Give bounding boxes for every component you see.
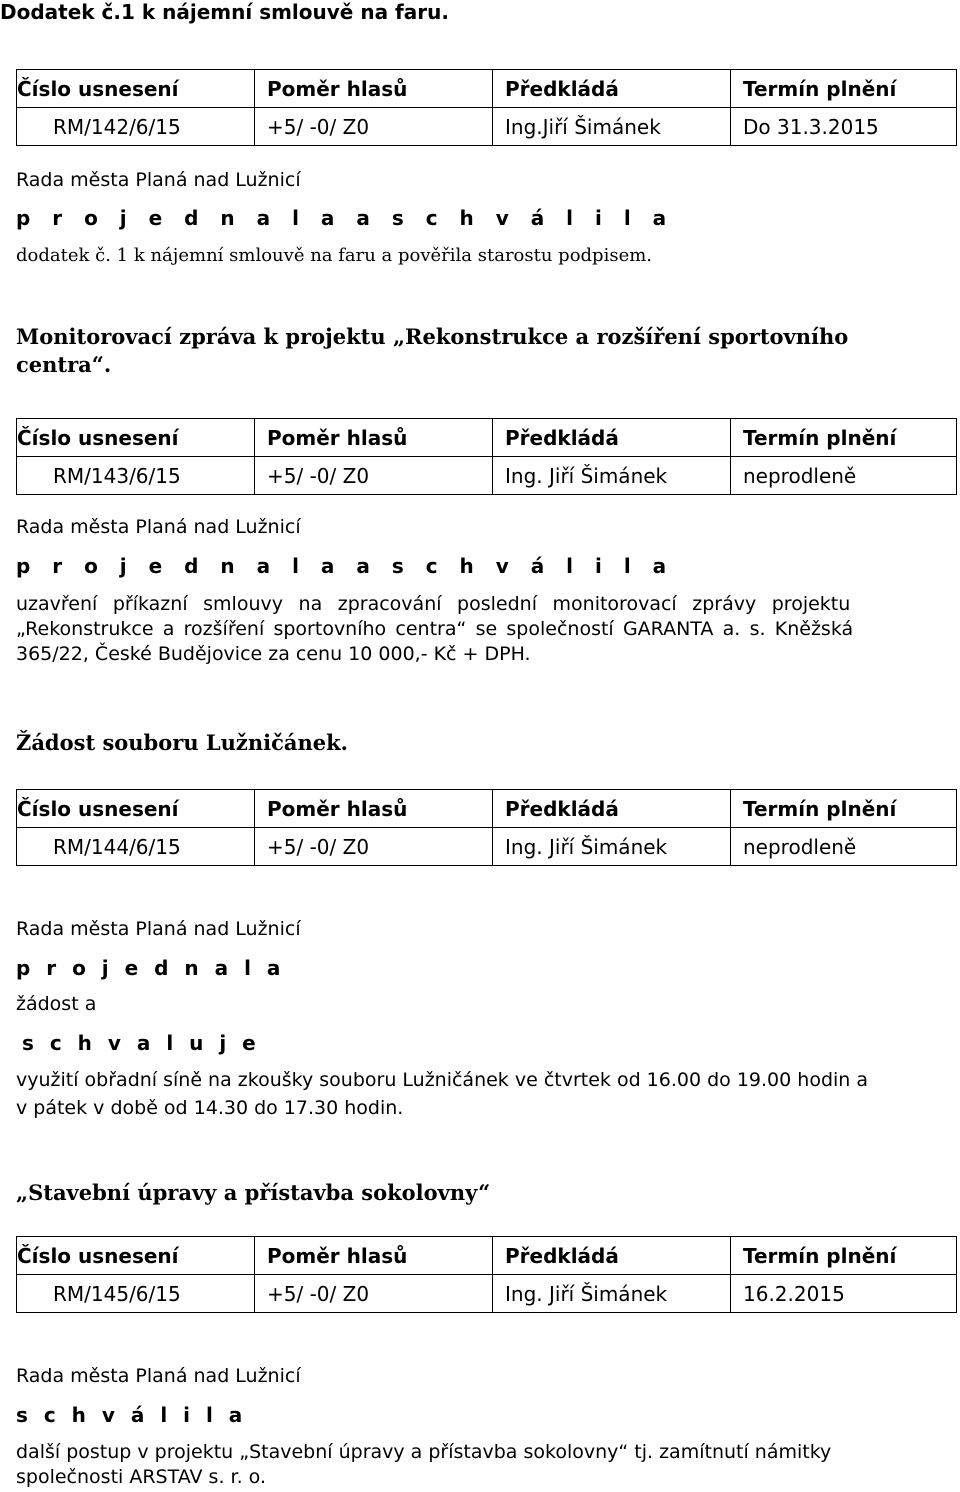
submitted-by: Ing.Jiří Šimánek [493,108,731,146]
deadline: neprodleně [731,828,957,866]
header-deadline: Termín plnění [731,1237,957,1275]
header-deadline: Termín plnění [731,419,957,457]
vote-ratio: +5/ -0/ Z0 [255,108,493,146]
council-name: Rada města Planá nad Lužnicí [16,516,301,538]
resolution-table-1 [16,69,957,146]
vote-ratio: +5/ -0/ Z0 [255,457,493,495]
header-vote-ratio: Poměr hlasů [255,70,493,108]
resolution-number: RM/145/6/15 [17,1275,255,1313]
header-submitted-by: Předkládá [493,790,731,828]
section-title: „Stavební úpravy a přístavba sokolovny“ [16,1180,491,1205]
resolution-number: RM/142/6/15 [17,108,255,146]
table-row [17,457,957,495]
table-header-row [17,1237,957,1275]
submitted-by: Ing. Jiří Šimánek [493,457,731,495]
header-deadline: Termín plnění [731,790,957,828]
resolution-table-4 [16,1236,957,1313]
header-submitted-by: Předkládá [493,1237,731,1275]
resolution-number: RM/144/6/15 [17,828,255,866]
resolution-text-line1: uzavření příkazní smlouvy na zpracování poslední monitorovací zprávy projektu [16,593,851,615]
resolution-verb: p r o j e d n a l a a s c h v á l i l a [16,554,671,578]
resolution-verb: s c h v á l i l a [16,1403,247,1427]
section-title: Monitorovací zpráva k projektu „Rekonstrukce a rozšíření sportovního [16,324,849,349]
deadline: neprodleně [731,457,957,495]
resolution-text-line1: další postup v projektu „Stavební úpravy a přístavba sokolovny“ tj. zamítnutí námitky [16,1441,832,1463]
resolution-text-line1: využití obřadní síně na zkoušky souboru Lužničánek ve čtvrtek od 16.00 do 19.00 hodin a [16,1069,869,1091]
header-deadline: Termín plnění [731,70,957,108]
deadline: Do 31.3.2015 [731,108,957,146]
table-row [17,1275,957,1313]
resolution-table-2 [16,418,957,495]
header-resolution-number: Číslo usnesení [17,790,255,828]
resolution-text-line2: „Rekonstrukce a rozšíření sportovního centra“ se společností GARANTA a. s. Kněžská [16,618,854,640]
vote-ratio: +5/ -0/ Z0 [255,828,493,866]
header-vote-ratio: Poměr hlasů [255,419,493,457]
council-name: Rada města Planá nad Lužnicí [16,918,301,940]
resolution-text-line2: v pátek v době od 14.30 do 17.30 hodin. [16,1097,404,1119]
submitted-by: Ing. Jiří Šimánek [493,828,731,866]
header-resolution-number: Číslo usnesení [17,419,255,457]
header-resolution-number: Číslo usnesení [17,70,255,108]
header-submitted-by: Předkládá [493,419,731,457]
header-vote-ratio: Poměr hlasů [255,1237,493,1275]
table-row [17,828,957,866]
resolution-verb: p r o j e d n a l a [16,956,285,980]
header-resolution-number: Číslo usnesení [17,1237,255,1275]
table-row [17,108,957,146]
section-title-cont: centra“. [16,352,112,377]
resolution-verb: p r o j e d n a l a a s c h v á l i l a [16,206,671,230]
resolution-text-line2: společnosti ARSTAV s. r. o. [16,1466,266,1488]
header-vote-ratio: Poměr hlasů [255,790,493,828]
resolution-text: dodatek č. 1 k nájemní smlouvě na faru a pověřila starostu podpisem. [16,245,653,266]
council-name: Rada města Planá nad Lužnicí [16,1365,301,1387]
resolution-text-line3: 365/22, České Budějovice za cenu 10 000,- Kč + DPH. [16,643,531,665]
council-name: Rada města Planá nad Lužnicí [16,169,301,191]
header-submitted-by: Předkládá [493,70,731,108]
resolution-number: RM/143/6/15 [17,457,255,495]
resolution-verb-2: s c h v a l u j e [22,1031,261,1055]
table-header-row [17,419,957,457]
submitted-by: Ing. Jiří Šimánek [493,1275,731,1313]
vote-ratio: +5/ -0/ Z0 [255,1275,493,1313]
table-header-row [17,70,957,108]
resolution-text-mid: žádost a [16,993,97,1015]
table-header-row [17,790,957,828]
deadline: 16.2.2015 [731,1275,957,1313]
section-title: Žádost souboru Lužničánek. [16,730,348,755]
resolution-table-3 [16,789,957,866]
page-heading: Dodatek č.1 k nájemní smlouvě na faru. [0,0,449,24]
